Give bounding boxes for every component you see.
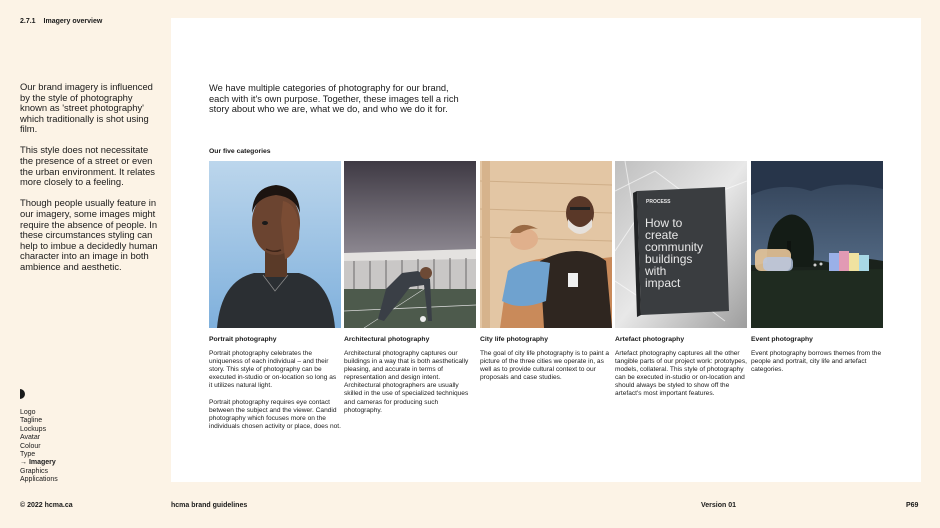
category-paragraph: The goal of city life photography is to paint a picture of the three cities we operate in, as well as to provide cultural context to our proposals and case studies. <box>480 350 610 382</box>
book-title-line: with <box>645 264 667 278</box>
intro-paragraph: Our brand imagery is influenced by the style of photography known as 'street photography' which traditionally is shot using film. <box>20 81 153 135</box>
category-title: Architectural photography <box>344 336 430 343</box>
category-description <box>751 350 883 374</box>
book-title-line: How to <box>645 216 683 230</box>
category-description <box>480 350 612 382</box>
category-card-architectural <box>344 161 476 423</box>
section-number: 2.7.1 <box>20 18 36 25</box>
nav-item-graphics[interactable]: Graphics <box>20 467 49 475</box>
section-label <box>20 18 102 25</box>
nav-item-tagline[interactable]: Tagline <box>20 417 43 425</box>
category-title: Artefact photography <box>615 336 685 343</box>
intro-paragraph: Though people usually feature in our imagery, some images might require the absence of people. In these circumstances styling can help to imbue a decidedly human character into an image in both ambience and aesthetic. <box>20 197 158 272</box>
category-title: City life photography <box>480 336 548 343</box>
nav-item-avatar[interactable]: Avatar <box>20 434 41 442</box>
content-panel <box>171 18 921 482</box>
nav-item-imagery[interactable]: → Imagery <box>20 459 56 467</box>
category-card-artefact <box>615 161 747 407</box>
category-card-city-life <box>480 161 612 390</box>
nav-item-logo[interactable]: Logo <box>20 409 36 416</box>
footer-copyright: © 2022 hcma.ca <box>20 502 73 509</box>
book-title-line: impact <box>645 276 681 290</box>
intro-text <box>20 82 158 283</box>
categories-heading: Our five categories <box>209 148 271 155</box>
category-description <box>615 350 747 399</box>
category-title: Event photography <box>751 336 813 343</box>
category-card-event <box>751 161 883 382</box>
section-title: Imagery overview <box>43 18 103 25</box>
portrait-photo <box>209 161 341 328</box>
category-description <box>344 350 476 415</box>
footer-page-number: P69 <box>906 502 919 509</box>
lead-text: We have multiple categories of photography for our brand, each with it's own purpose. Together, these images tell a rich story about who we are, what we do, and who we do it for. <box>209 83 459 115</box>
category-card-portrait <box>209 161 341 439</box>
nav-item-lockups[interactable]: Lockups <box>20 425 47 433</box>
nav-item-applications[interactable]: Applications <box>20 476 58 484</box>
footer-version: Version 01 <box>701 502 737 509</box>
artefact-photo <box>615 161 747 328</box>
category-title: Portrait photography <box>209 336 277 343</box>
intro-paragraph: This style does not necessitate the presence of a street or even the urban environment. It relates more closely to a feeling. <box>20 144 155 188</box>
book-title-line: buildings <box>645 252 693 266</box>
event-photo <box>751 161 883 328</box>
architectural-photo <box>344 161 476 328</box>
category-paragraph: Portrait photography celebrates the uniqueness of each individual – and their story. This style of photography can be executed in-studio or on-location so long as it utilizes natural light. <box>209 350 337 390</box>
section-nav <box>20 409 58 485</box>
nav-item-type[interactable]: Type <box>20 451 36 459</box>
category-paragraph: Artefact photography captures all the other tangible parts of our project work: prototypes, models, collateral. This style of photography can be executed in-studio or on-location and should always be styled to show off the artefact's most important features. <box>615 350 747 398</box>
city-life-photo <box>480 161 612 328</box>
book-title-line: create <box>645 228 679 242</box>
category-paragraph: Event photography borrows themes from the people and portrait, city life and artefact categories. <box>751 350 882 374</box>
footer-doc-title: hcma brand guidelines <box>171 502 248 509</box>
nav-item-colour[interactable]: Colour <box>20 442 41 450</box>
book-tag: PROCESS <box>646 199 671 205</box>
category-paragraph: Architectural photography captures our buildings in a way that is both aesthetically pleasing, and accurate in terms of representation and design intent. Architectural photographers are usually skilled in the use of specialized techniques and cameras for producing such photography. <box>344 350 469 414</box>
category-description <box>209 350 341 431</box>
category-paragraph: Portrait photography requires eye contact between the subject and the viewer. Candid photography which focuses more on the individuals chosen activity or place, does not. <box>209 398 341 430</box>
half-circle-icon <box>20 389 25 399</box>
book-title-line: community <box>645 240 704 254</box>
